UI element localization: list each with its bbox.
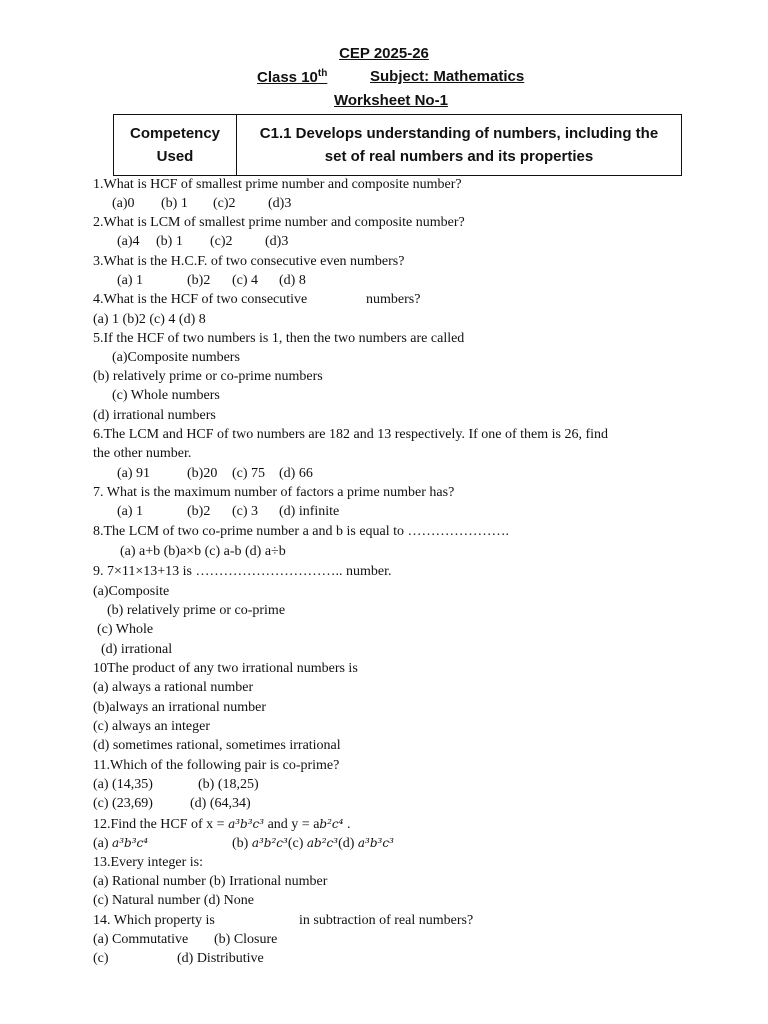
class-label (257, 68, 327, 86)
q14-option-b: (b) Closure (214, 932, 278, 947)
q10-option-b: (b)always an irrational number (93, 700, 266, 715)
q12-expr-x: a³b³c³ (228, 817, 265, 831)
competency-desc-line1: C1.1 Develops understanding of numbers, including the (259, 125, 659, 142)
question-9: 9. 7×11×13+13 is ………………………….. number. (93, 564, 392, 579)
question-8: 8.The LCM of two co-prime number a and b is equal to …………………. (93, 524, 510, 539)
question-13: 13.Every integer is: (93, 855, 204, 870)
q12-option-b-label: (b) (232, 836, 252, 851)
competency-label-line1: Competency (129, 125, 221, 142)
q7-option-a: (a) 1 (117, 504, 144, 519)
q14-option-a: (a) Commutative (93, 932, 189, 947)
class-superscript: th (317, 68, 328, 79)
q7-option-c: (c) 3 (232, 504, 259, 519)
q12-option-a-label: (a) (93, 836, 113, 851)
q12-option-a-expr: a³b³c⁴ (112, 836, 149, 850)
q13-options-row1: (a) Rational number (b) Irrational number (93, 874, 328, 889)
subject-label: Subject: Mathematics (370, 68, 525, 85)
q1-option-b: (b) 1 (161, 196, 188, 211)
question-3: 3.What is the H.C.F. of two consecutive even numbers? (93, 254, 405, 269)
competency-description-cell (237, 115, 682, 176)
q12-expr-y: b²c⁴ (319, 817, 344, 831)
q2-option-d: (d)3 (265, 234, 289, 249)
q12-text-end: . (343, 817, 351, 832)
q1-option-c: (c)2 (213, 196, 236, 211)
q6-option-c: (c) 75 (232, 466, 266, 481)
q10-option-a: (a) always a rational number (93, 680, 254, 695)
q13-options-row2: (c) Natural number (d) None (93, 893, 254, 908)
q14-text-end: in subtraction of real numbers? (299, 913, 474, 928)
q14-text-start: 14. Which property is (93, 913, 215, 928)
q12-option-d-label: (d) (338, 836, 358, 851)
q7-option-b: (b)2 (187, 504, 211, 519)
q5-option-d: (d) irrational numbers (93, 408, 216, 423)
q5-option-a: (a)Composite numbers (112, 350, 240, 365)
competency-label-line2: Used (156, 148, 194, 165)
question-4-options: (a) 1 (b)2 (c) 4 (d) 8 (93, 312, 206, 327)
competency-row (114, 115, 682, 176)
q12-option-b-to-d (232, 834, 394, 853)
q12-option-c-expr: ab²c³ (306, 836, 339, 850)
question-12 (93, 815, 350, 834)
q4-text-start: 4.What is the HCF of two consecutive (93, 292, 308, 307)
question-1: 1.What is HCF of smallest prime number and composite number? (93, 177, 462, 192)
q6-option-a: (a) 91 (117, 466, 151, 481)
q10-option-c: (c) always an integer (93, 719, 210, 734)
q1-option-d: (d)3 (268, 196, 292, 211)
competency-label-cell (114, 115, 237, 176)
q3-option-c: (c) 4 (232, 273, 259, 288)
q12-option-a (93, 834, 148, 853)
q3-option-b: (b)2 (187, 273, 211, 288)
q9-option-d: (d) irrational (101, 642, 173, 657)
question-8-options: (a) a+b (b)a×b (c) a-b (d) a÷b (120, 544, 286, 559)
question-2: 2.What is LCM of smallest prime number and composite number? (93, 215, 465, 230)
q12-option-c-label: (c) (287, 836, 307, 851)
q3-option-d: (d) 8 (279, 273, 306, 288)
q12-text-mid: and y = a (264, 817, 320, 832)
q7-option-d: (d) infinite (279, 504, 340, 519)
document-title: CEP 2025-26 (339, 45, 429, 62)
class-text: Class 10 (257, 69, 318, 86)
q10-option-d: (d) sometimes rational, sometimes irrational (93, 738, 341, 753)
q2-option-a: (a)4 (117, 234, 140, 249)
q14-option-d: (d) Distributive (177, 951, 264, 966)
q11-option-a: (a) (14,35) (93, 777, 153, 792)
q11-option-c: (c) (23,69) (93, 796, 153, 811)
q4-text-end: numbers? (366, 292, 421, 307)
q6-option-b: (b)20 (187, 466, 218, 481)
competency-desc-line2: set of real numbers and its properties (324, 148, 594, 165)
question-6-line1: 6.The LCM and HCF of two numbers are 182 and 13 respectively. If one of them is 26, find (93, 427, 609, 442)
question-11: 11.Which of the following pair is co-prime? (93, 758, 340, 773)
question-7: 7. What is the maximum number of factors a prime number has? (93, 485, 455, 500)
q11-option-b: (b) (18,25) (198, 777, 259, 792)
q5-option-b: (b) relatively prime or co-prime numbers (93, 369, 323, 384)
q14-option-c: (c) (93, 951, 109, 966)
q9-option-a: (a)Composite (93, 584, 170, 599)
q9-option-b: (b) relatively prime or co-prime (107, 603, 286, 618)
q2-option-b: (b) 1 (156, 234, 183, 249)
q12-text-start: 12.Find the HCF of x = (93, 817, 229, 832)
q5-option-c: (c) Whole numbers (112, 388, 220, 403)
q3-option-a: (a) 1 (117, 273, 144, 288)
q2-option-c: (c)2 (210, 234, 233, 249)
competency-table (113, 114, 682, 176)
q1-option-a: (a)0 (112, 196, 135, 211)
worksheet-label: Worksheet No-1 (334, 92, 448, 109)
q12-option-d-expr: a³b³c³ (357, 836, 394, 850)
question-5: 5.If the HCF of two numbers is 1, then the two numbers are called (93, 331, 465, 346)
q9-option-c: (c) Whole (97, 622, 154, 637)
q12-option-b-expr: a³b²c³ (251, 836, 288, 850)
question-10: 10The product of any two irrational numbers is (93, 661, 358, 676)
q11-option-d: (d) (64,34) (190, 796, 251, 811)
question-6-line2: the other number. (93, 446, 192, 461)
q6-option-d: (d) 66 (279, 466, 313, 481)
